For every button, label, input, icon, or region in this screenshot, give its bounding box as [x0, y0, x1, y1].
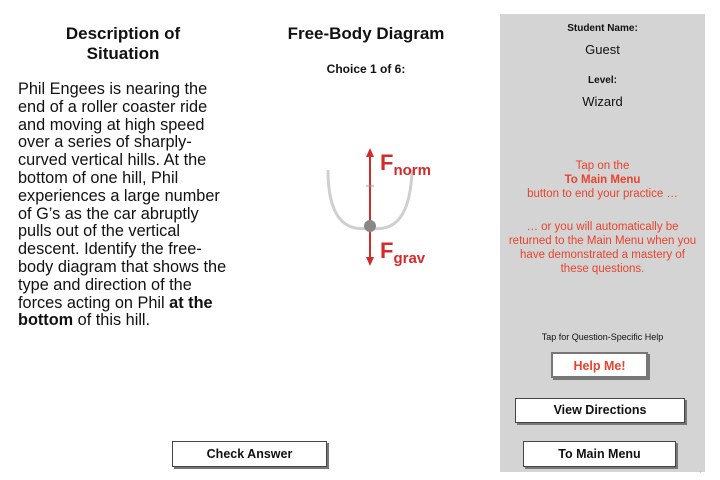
- object-dot: [364, 220, 376, 232]
- f-grav-subscript: grav: [393, 250, 426, 267]
- exit-instructions-bold: To Main Menu: [564, 174, 641, 186]
- f-norm-arrowhead: [366, 148, 374, 157]
- description-column: [18, 24, 228, 330]
- choice-label: Choice 1 of 6:: [326, 62, 406, 76]
- level-label: Level:: [588, 75, 617, 86]
- description-title: [18, 24, 228, 64]
- exit-instructions-line1: Tap on the: [575, 160, 630, 172]
- exit-instructions-line3: button to end your practice …: [527, 188, 678, 200]
- f-norm-symbol: F: [380, 150, 394, 175]
- description-text-main: Phil Engees is nearing the end of a roller coaster ride and moving at high speed over a series of sharply-curved vertical hills. At the bottom of one hill, Phil experiences a large number of G’s as the car abruptly pulls out of the vertical descent. Identify the free-body diagram that shows the type and direction of the forces acting on Phil: [18, 80, 227, 312]
- level-value: Wizard: [582, 94, 623, 109]
- exit-instructions-line2: [506, 173, 699, 187]
- description-text-end: of this hill.: [73, 311, 151, 330]
- student-name-value: Guest: [585, 42, 620, 57]
- description-title-line1: Description of: [65, 24, 181, 43]
- auto-return-note: … or you will automatically be returned to the Main Menu when you have demonstrated a mastery of these questions.: [508, 221, 697, 275]
- corner-mark: ’: [700, 472, 702, 478]
- description-text: [18, 81, 228, 330]
- f-grav-label: [380, 240, 425, 270]
- help-me-button[interactable]: Help Me!: [551, 352, 648, 378]
- diagram-title: Free-Body Diagram: [287, 24, 445, 43]
- f-grav-arrowhead: [366, 257, 374, 266]
- help-prompt: Tap for Question-Specific Help: [541, 332, 664, 342]
- description-title-line2: Situation: [86, 44, 160, 63]
- description-text-bold: at the bottom: [18, 293, 213, 330]
- view-directions-button[interactable]: View Directions: [515, 398, 685, 423]
- to-main-menu-button[interactable]: To Main Menu: [523, 441, 676, 467]
- f-norm-subscript: norm: [393, 162, 431, 179]
- f-grav-symbol: F: [380, 238, 394, 263]
- check-answer-button[interactable]: Check Answer: [172, 441, 327, 467]
- student-name-label: Student Name:: [567, 23, 638, 34]
- exit-instructions: [506, 159, 699, 201]
- f-norm-label: [380, 152, 431, 182]
